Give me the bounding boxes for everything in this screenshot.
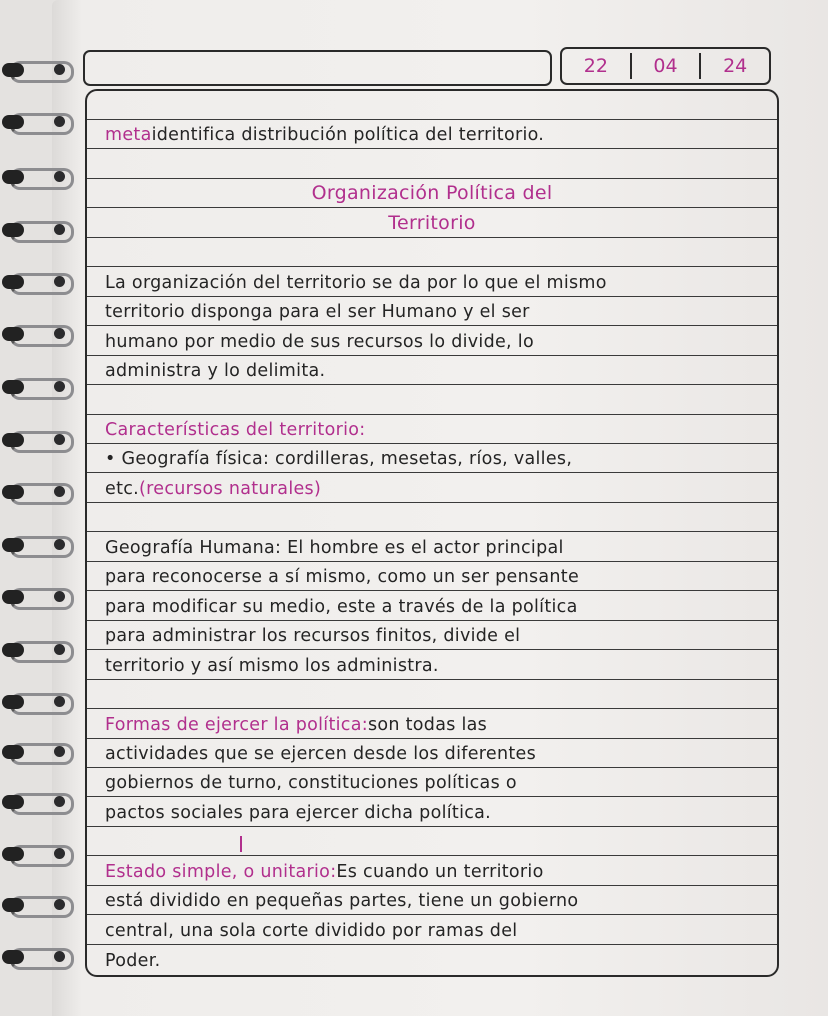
date-year: 24 [723, 55, 748, 77]
note-text: pactos sociales para ejercer dicha política. [105, 802, 492, 823]
note-line [87, 856, 777, 885]
note-text: para modificar su medio, este a través de la política [105, 596, 578, 617]
lined-notes-area [85, 89, 779, 977]
note-text: territorio disponga para el ser Humano y el ser [105, 302, 530, 323]
note-line [87, 208, 777, 237]
highlighted-text: (recursos naturales) [139, 478, 322, 499]
note-line [87, 532, 777, 561]
note-line [87, 562, 777, 591]
note-text: para reconocerse a sí mismo, como un ser pensante [105, 567, 580, 588]
note-line [87, 149, 777, 178]
note-line [87, 444, 777, 473]
pen-mark [240, 836, 242, 852]
spiral-ring [2, 165, 72, 189]
note-line [87, 326, 777, 355]
spiral-ring [2, 790, 72, 814]
note-text: central, una sola corte dividido por ramas del [105, 920, 518, 941]
spiral-ring [2, 375, 72, 399]
highlighted-text: Territorio [388, 211, 476, 234]
note-text: • Geografía física: cordilleras, mesetas, ríos, valles, [105, 449, 573, 470]
note-line [87, 768, 777, 797]
note-text: son todas las [367, 714, 488, 735]
spiral-ring [2, 480, 72, 504]
note-line [87, 886, 777, 915]
note-text: La organización del territorio se da por lo que el mismo [105, 272, 607, 293]
note-text: administra y lo delimita. [105, 361, 326, 382]
spiral-ring [2, 428, 72, 452]
highlighted-text: Formas de ejercer la política: [105, 714, 368, 735]
spiral-ring [2, 270, 72, 294]
note-line [87, 709, 777, 738]
spiral-ring [2, 322, 72, 346]
note-line [87, 945, 777, 974]
note-text: humano por medio de sus recursos lo divide, lo [105, 331, 534, 352]
date-day: 22 [583, 55, 608, 77]
note-line [87, 797, 777, 826]
spiral-ring [2, 740, 72, 764]
spiral-ring [2, 218, 72, 242]
note-text: etc. [105, 478, 140, 499]
highlighted-text: Características del territorio: [105, 419, 366, 440]
note-line [87, 267, 777, 296]
spiral-ring [2, 690, 72, 714]
note-line [87, 739, 777, 768]
note-line [87, 238, 777, 267]
highlighted-text: meta [105, 125, 152, 146]
spiral-ring [2, 842, 72, 866]
title-box [83, 50, 552, 86]
note-line [87, 650, 777, 679]
date-box [560, 47, 771, 85]
note-line [87, 120, 777, 149]
spiral-ring [2, 945, 72, 969]
note-text: actividades que se ejercen desde los diferentes [105, 743, 536, 764]
note-text: para administrar los recursos finitos, divide el [105, 626, 521, 647]
note-line [87, 591, 777, 620]
note-line [87, 91, 777, 120]
spiral-ring [2, 110, 72, 134]
note-line [87, 385, 777, 414]
note-line [87, 680, 777, 709]
note-line [87, 297, 777, 326]
note-line [87, 415, 777, 444]
note-line [87, 621, 777, 650]
spiral-ring [2, 585, 72, 609]
note-text: Geografía Humana: El hombre es el actor principal [105, 537, 564, 558]
note-line [87, 356, 777, 385]
spiral-ring [2, 58, 72, 82]
highlighted-text: Organización Política del [311, 182, 553, 205]
note-line [87, 179, 777, 208]
note-text: Es cuando un territorio [336, 861, 544, 882]
spiral-ring [2, 893, 72, 917]
note-text: identifica distribución política del territorio. [151, 125, 545, 146]
highlighted-text: Estado simple, o unitario: [105, 861, 337, 882]
note-line [87, 915, 777, 944]
spiral-ring [2, 533, 72, 557]
date-month: 04 [653, 55, 678, 77]
note-text: gobiernos de turno, constituciones políticas o [105, 773, 517, 794]
note-line [87, 473, 777, 502]
note-text: Poder. [105, 951, 161, 972]
note-text: está dividido en pequeñas partes, tiene un gobierno [105, 891, 579, 912]
note-line [87, 503, 777, 532]
note-text: territorio y así mismo los administra. [105, 655, 439, 676]
spiral-ring [2, 638, 72, 662]
note-line [87, 827, 777, 856]
